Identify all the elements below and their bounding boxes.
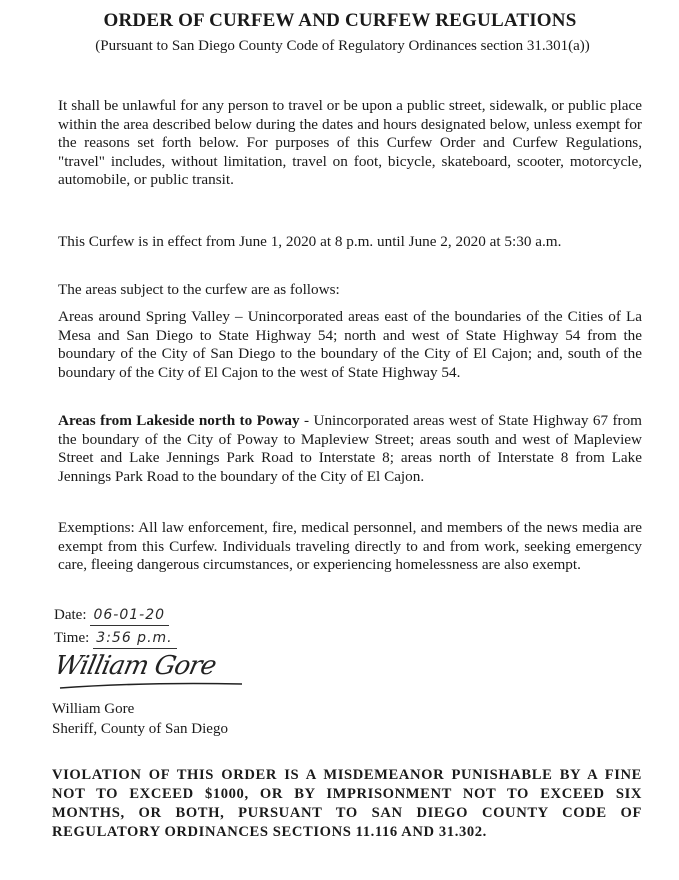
date-field [54,605,169,626]
time-value: 3:56 p.m. [93,628,176,649]
lakeside-area-heading: Areas from Lakeside north to Poway [58,412,300,429]
document-subtitle: (Pursuant to San Diego County Code of Regulatory Ordinances section 31.301(a)) [95,38,590,54]
date-label: Date: [54,607,87,623]
exemptions-paragraph: Exemptions: All law enforcement, fire, medical personnel, and members of the news media are exempt from this Curfew. Individuals traveling directly to and from work, seeking emergency care, fleeing dangerous circumstances, or experiencing homelessness are also exempt. [58,519,642,574]
lakeside-area-paragraph [58,412,642,486]
areas-intro-paragraph: The areas subject to the curfew are as follows: [58,281,340,298]
date-value: 06-01-20 [90,605,169,626]
lakeside-area-text: - Unincorporated areas west of State Highway 67 from the boundary of the City of Poway to Mapleview Street; areas south and west of Mapleview Street and Lake Jennings Park Road to Interstate 8; areas north of Interstate 8 from Lake Jennings Park Road to the boundary of the City of El Cajon. [58,412,642,485]
time-label: Time: [54,630,90,646]
spring-valley-area-paragraph: Areas around Spring Valley – Unincorporated areas east of the boundaries of the Cities of La Mesa and San Diego to State Highway 54; north and west of State Highway 54 from the boundary of the City of San Diego to the boundary of the City of El Cajon; and, south of the boundary of the City of El Cajon to the west of State Highway 54. [58,308,642,381]
violation-warning: VIOLATION OF THIS ORDER IS A MISDEMEANOR PUNISHABLE BY A FINE NOT TO EXCEED $1000, OR BY IMPRISONMENT NOT TO EXCEED SIX MONTHS, OR BOTH, PURSUANT TO SAN DIEGO COUNTY CODE OF REGULATORY ORDINANCES SECTIONS 11.116 AND 31.302. [52,767,642,840]
document-title: ORDER OF CURFEW AND CURFEW REGULATIONS [103,10,577,31]
signer-name: William Gore [52,701,135,717]
intro-paragraph: It shall be unlawful for any person to travel or be upon a public street, sidewalk, or public place within the area described below during the dates and hours designated below, unless exempt for the reasons set forth below. For purposes of this Curfew Order and Curfew Regulations, "travel" includes, without limitation, travel on foot, bicycle, skateboard, scooter, motorcycle, automobile, or public transit. [58,97,642,189]
effective-dates-paragraph: This Curfew is in effect from June 1, 2020 at 8 p.m. until June 2, 2020 at 5:30 a.m. [58,233,562,250]
signer-title: Sheriff, County of San Diego [52,721,228,737]
handwritten-signature: William Gore [51,651,219,681]
